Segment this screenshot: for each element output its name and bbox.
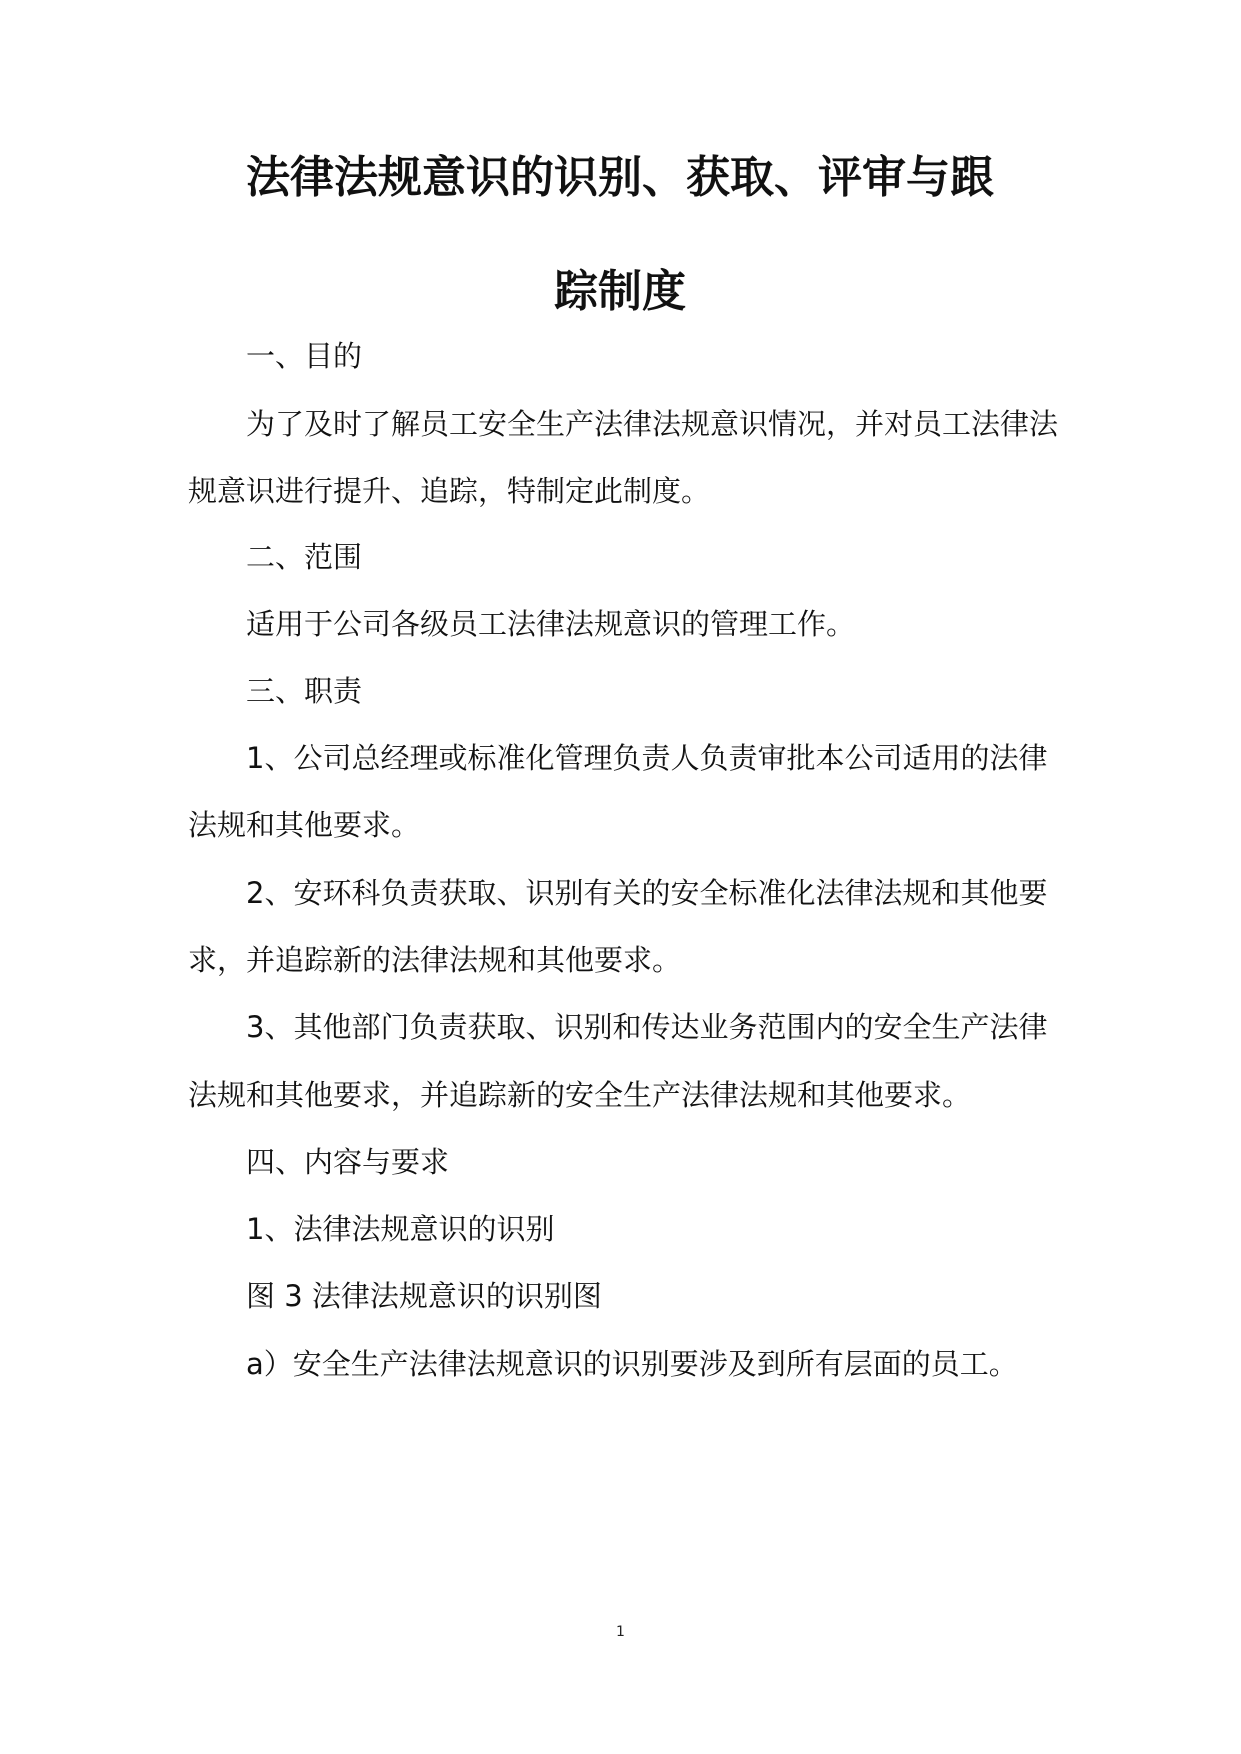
duty-1-line-2: 法规和其他要求。 [188, 808, 421, 842]
content-item-1: 1、法律法规意识的识别 [246, 1212, 555, 1246]
duty-2-line-2: 求，并追踪新的法律法规和其他要求。 [188, 943, 682, 977]
content-item-a: a）安全生产法律法规意识的识别要涉及到所有层面的员工。 [246, 1347, 1018, 1381]
section-heading-scope: 二、范围 [246, 540, 363, 574]
document-title-line-2: 踪制度 [554, 266, 686, 317]
duty-1-line-1: 1、公司总经理或标准化管理负责人负责审批本公司适用的法律 [246, 741, 1048, 775]
page-number: 1 [616, 1624, 625, 1640]
purpose-paragraph-line-1: 为了及时了解员工安全生产法律法规意识情况，并对员工法律法 [246, 407, 1059, 441]
scope-paragraph: 适用于公司各级员工法律法规意识的管理工作。 [246, 607, 856, 641]
duty-2-line-1: 2、安环科负责获取、识别有关的安全标准化法律法规和其他要 [246, 876, 1048, 910]
section-heading-duty: 三、职责 [246, 674, 363, 708]
duty-3-line-1: 3、其他部门负责获取、识别和传达业务范围内的安全生产法律 [246, 1010, 1048, 1044]
duty-3-line-2: 法规和其他要求，并追踪新的安全生产法律法规和其他要求。 [188, 1078, 972, 1112]
section-heading-purpose: 一、目的 [246, 339, 363, 373]
section-heading-content: 四、内容与要求 [246, 1145, 450, 1179]
figure-caption: 图 3 法律法规意识的识别图 [246, 1279, 602, 1313]
purpose-paragraph-line-2: 规意识进行提升、追踪，特制定此制度。 [188, 474, 711, 508]
document-title-line-1: 法律法规意识的识别、获取、评审与跟 [246, 152, 994, 203]
